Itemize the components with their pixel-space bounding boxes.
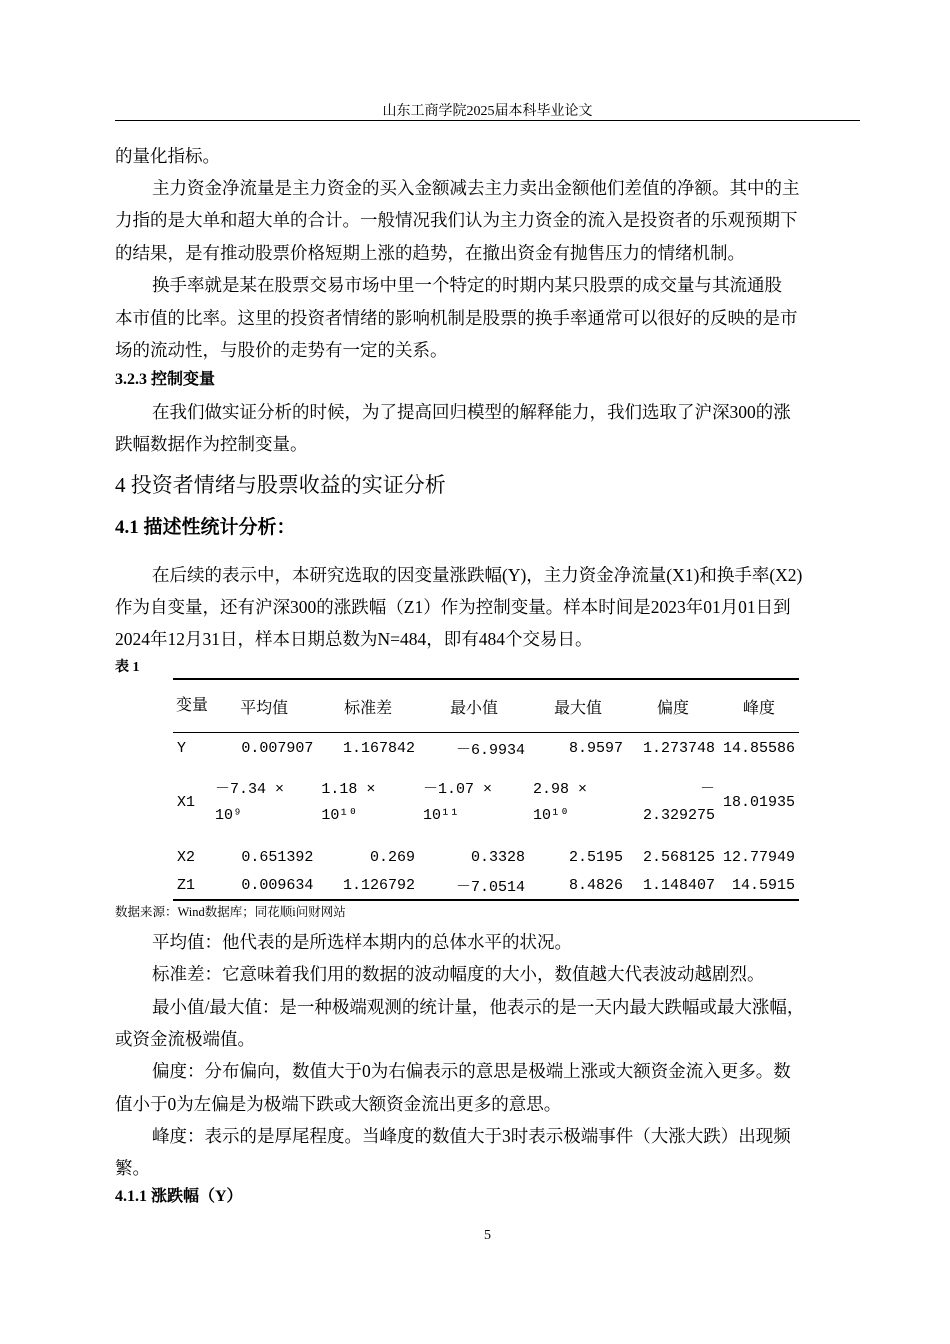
table-source-note: 数据来源：Wind数据库；同花顺i问财网站 xyxy=(115,905,346,919)
column-header: 变量 xyxy=(173,679,211,733)
table-cell: 0.007907 xyxy=(241,739,314,757)
table-caption: 表 1 xyxy=(115,660,140,675)
table-cell: 2.568125 xyxy=(642,848,715,866)
table-cell: －2.329275 xyxy=(642,781,715,824)
table-row xyxy=(173,871,799,900)
column-header: 平均值 xyxy=(211,679,317,733)
table-cell: －7.34 × 10⁹ xyxy=(215,781,285,824)
page-number: 5 xyxy=(484,1228,491,1243)
table-cell: 8.4826 xyxy=(568,876,623,894)
table-cell: 1.148407 xyxy=(642,876,715,894)
table-cell: 8.9597 xyxy=(568,739,623,757)
body-text-line: 作为自变量，还有沪深300的涨跌幅（Z1）作为控制变量。样本时间是2023年01月01日到 xyxy=(115,597,791,617)
table-cell: 18.01935 xyxy=(722,794,795,811)
body-text-line: 换手率就是某在股票交易市场中里一个特定的时期内某只股票的成交量与其流通股 xyxy=(152,275,782,295)
body-text-line: 标准差：它意味着我们用的数据的波动幅度的大小，数值越大代表波动越剧烈。 xyxy=(152,964,765,984)
table-cell: 0.651392 xyxy=(241,848,314,866)
table-cell: 0.269 xyxy=(369,848,415,866)
body-text-line: 在我们做实证分析的时候，为了提高回归模型的解释能力，我们选取了沪深300的涨 xyxy=(152,402,791,422)
body-text-line: 或资金流极端值。 xyxy=(115,1029,255,1049)
table-cell: 2.98 × 10¹⁰ xyxy=(532,781,587,824)
subsection-heading-4-1-1: 4.1.1 涨跌幅（Y） xyxy=(115,1188,243,1205)
table-row xyxy=(173,763,799,843)
table-cell: －1.07 × 10¹¹ xyxy=(422,781,492,824)
body-text-line: 值小于0为左偏是为极端下跌或大额资金流出更多的意思。 xyxy=(115,1094,562,1114)
table-cell: 2.5195 xyxy=(568,848,623,866)
table-cell: X1 xyxy=(177,794,196,811)
body-text-line: 峰度：表示的是厚尾程度。当峰度的数值大于3时表示极端事件（大涨大跌）出现频 xyxy=(152,1126,791,1146)
table-cell: X2 xyxy=(177,848,196,866)
column-header: 最大值 xyxy=(529,679,627,733)
table-cell: Y xyxy=(177,739,187,757)
column-header: 最小值 xyxy=(419,679,529,733)
table-cell: 1.126792 xyxy=(342,876,415,894)
body-text-line: 偏度：分布偏向，数值大于0为右偏表示的意思是极端上涨或大额资金流入更多。数 xyxy=(152,1061,791,1081)
column-header: 标准差 xyxy=(317,679,419,733)
body-text-line: 本市值的比率。这里的投资者情绪的影响机制是股票的换手率通常可以很好的反映的是市 xyxy=(115,308,798,328)
body-text-line: 平均值：他代表的是所选样本期内的总体水平的状况。 xyxy=(152,932,572,952)
column-header: 峰度 xyxy=(719,679,799,733)
column-header: 偏度 xyxy=(627,679,719,733)
header-rule xyxy=(115,120,860,121)
body-text-line: 繁。 xyxy=(115,1158,150,1178)
table-cell: 1.18 × 10¹⁰ xyxy=(321,781,376,824)
section-heading-4-1: 4.1 描述性统计分析： xyxy=(115,517,296,538)
descriptive-stats-table xyxy=(173,678,799,901)
body-text-line: 的结果，是有推动股票价格短期上涨的趋势，在撤出资金有抛售压力的情绪机制。 xyxy=(115,243,745,263)
body-text-line: 最小值/最大值：是一种极端观测的统计量，他表示的是一天内最大跌幅或最大涨幅， xyxy=(152,997,805,1017)
body-text-line: 在后续的表示中，本研究选取的因变量涨跌幅(Y)，主力资金净流量(X1)和换手率(X2) xyxy=(152,565,803,585)
running-header: 山东工商学院2025届本科毕业论文 xyxy=(382,104,593,119)
body-text-line: 力指的是大单和超大单的合计。一般情况我们认为主力资金的流入是投资者的乐观预期下 xyxy=(115,210,798,230)
body-text-line: 2024年12月31日，样本日期总数为N=484，即有484个交易日。 xyxy=(115,629,593,649)
table-cell: 1.167842 xyxy=(342,739,415,757)
table-cell: 0.009634 xyxy=(241,876,314,894)
table-cell: Z1 xyxy=(177,876,196,894)
table-cell: 0.3328 xyxy=(470,848,525,866)
body-text-line: 主力资金净流量是主力资金的买入金额减去主力卖出金额他们差值的净额。其中的主 xyxy=(152,178,800,198)
table-cell: 12.77949 xyxy=(722,848,795,866)
table-cell: －7.0514 xyxy=(455,878,525,896)
table-cell: 1.273748 xyxy=(642,739,715,757)
table-cell: 14.5915 xyxy=(731,876,795,894)
section-heading-3-2-3: 3.2.3 控制变量 xyxy=(115,371,216,388)
table-header-row xyxy=(173,679,799,733)
body-text-line: 跌幅数据作为控制变量。 xyxy=(115,434,308,454)
table-row xyxy=(173,733,799,764)
body-text-line: 的量化指标。 xyxy=(115,146,220,166)
table-cell: 14.85586 xyxy=(722,739,795,757)
chapter-heading-4: 4 投资者情绪与股票收益的实证分析 xyxy=(115,473,446,497)
table-cell: －6.9934 xyxy=(455,741,525,759)
body-text-line: 场的流动性，与股价的走势有一定的关系。 xyxy=(115,340,448,360)
table-row xyxy=(173,843,799,871)
